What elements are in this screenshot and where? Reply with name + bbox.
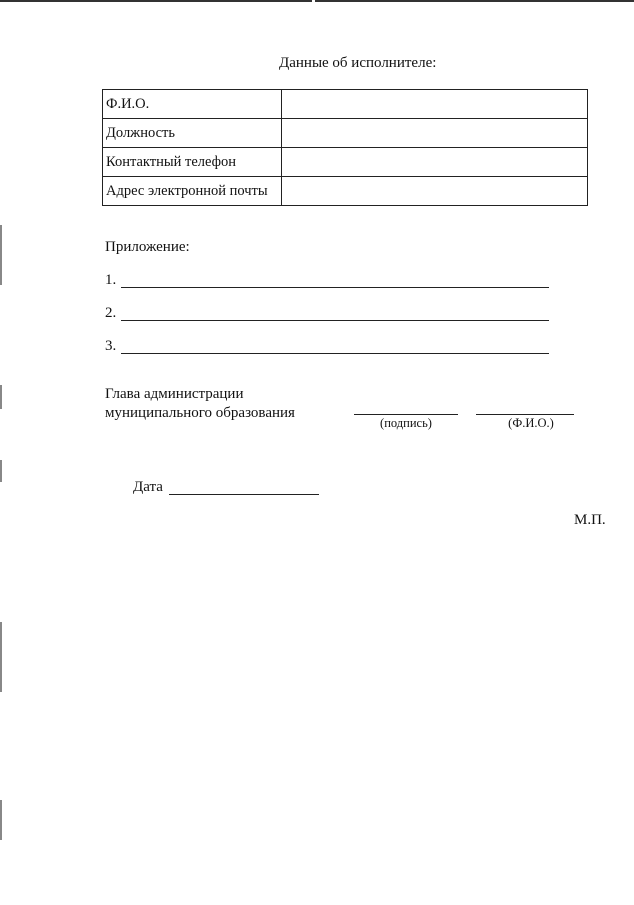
row-label-email: Адрес электронной почты [103, 177, 282, 206]
attachment-blank-line[interactable] [121, 320, 549, 321]
executor-section-title: Данные об исполнителе: [279, 55, 437, 71]
attachment-blank-line[interactable] [121, 353, 549, 354]
row-label-fio: Ф.И.О. [103, 90, 282, 119]
stamp-place-label: М.П. [574, 512, 606, 528]
row-label-phone: Контактный телефон [103, 148, 282, 177]
table-row [103, 119, 588, 148]
executor-table [102, 89, 588, 206]
scan-edge-mark [0, 385, 2, 409]
scan-top-border [0, 0, 634, 2]
signatory-title [105, 385, 295, 423]
attachment-number: 2. [105, 305, 117, 321]
attachment-section-title: Приложение: [105, 239, 190, 255]
row-value-fio[interactable] [282, 90, 588, 119]
scan-edge-mark [0, 800, 2, 840]
row-value-position[interactable] [282, 119, 588, 148]
signature-caption: (подпись) [380, 416, 432, 430]
scan-edge-mark [0, 622, 2, 692]
signature-line[interactable] [354, 414, 458, 415]
name-line[interactable] [476, 414, 574, 415]
signatory-title-line: Глава администрации [105, 386, 244, 402]
row-value-email[interactable] [282, 177, 588, 206]
date-label: Дата [133, 479, 163, 495]
attachment-number: 1. [105, 272, 117, 288]
attachment-blank-line[interactable] [121, 287, 549, 288]
table-row [103, 177, 588, 206]
row-value-phone[interactable] [282, 148, 588, 177]
attachment-number: 3. [105, 338, 117, 354]
row-label-position: Должность [103, 119, 282, 148]
scan-edge-mark [0, 225, 2, 285]
signatory-title-line: муниципального образования [105, 405, 295, 421]
scan-edge-mark [0, 460, 2, 482]
date-line[interactable] [169, 494, 319, 495]
table-row [103, 148, 588, 177]
name-caption: (Ф.И.О.) [508, 416, 554, 430]
table-row [103, 90, 588, 119]
